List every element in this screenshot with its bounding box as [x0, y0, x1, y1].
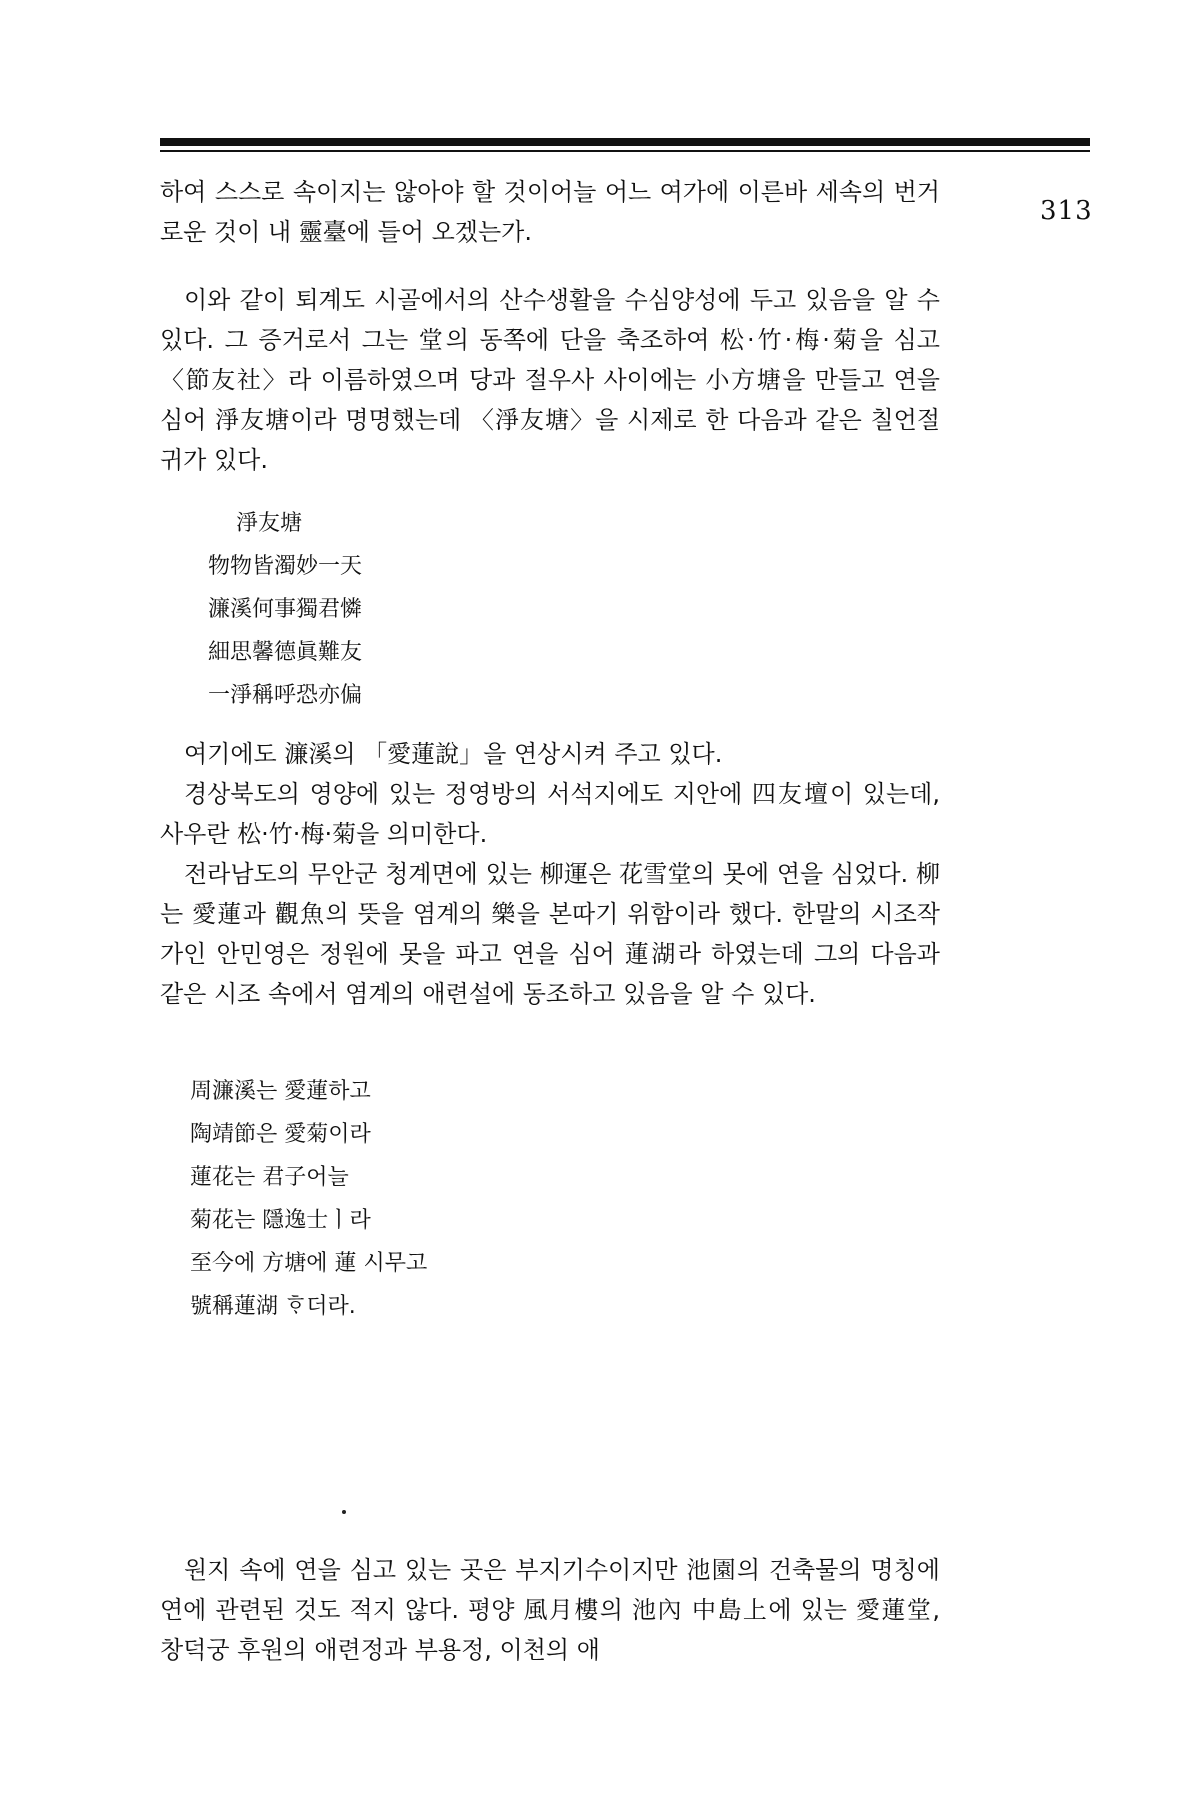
poem-jeongudang [208, 502, 362, 717]
paragraph-continuation: 하여 스스로 속이지는 않아야 할 것이어늘 어느 여가에 이른바 세속의 번거로운 것이 내 靈臺에 들어 오겠는가. [160, 178, 940, 246]
stray-dot [342, 1510, 346, 1514]
paragraph-seoseokji: 경상북도의 영양에 있는 정영방의 서석지에도 지안에 四友壇이 있는데, 사우란 松·竹·梅·菊을 의미한다. [160, 780, 940, 848]
page-number: 313 [1040, 196, 1093, 226]
poem-line: 菊花는 隱逸士ㅣ라 [190, 1208, 371, 1233]
poem-line: 物物皆濁妙一天 [208, 554, 363, 579]
poem-line: 周濂溪는 愛蓮하고 [190, 1079, 371, 1104]
paragraph-aeryeonseol: 여기에도 濂溪의 「愛蓮說」을 연상시켜 주고 있다. [184, 740, 723, 768]
poem-line: 陶靖節은 愛菊이라 [190, 1122, 371, 1147]
poem-line: 濂溪何事獨君憐 [208, 597, 363, 622]
poem-line: 細思馨德眞難友 [208, 640, 363, 665]
poem-sijo [190, 1070, 427, 1328]
paragraph-jiwon: 원지 속에 연을 심고 있는 곳은 부지기수이지만 池園의 건축물의 명칭에 연에 관련된 것도 적지 않다. 평양 風月樓의 池內 中島上에 있는 愛蓮堂, 창덕궁 후원의 애련정과 부용정, 이천의 애 [160, 1556, 940, 1664]
poem-title: 淨友塘 [236, 511, 303, 536]
poem-line: 一淨稱呼恐亦偏 [208, 683, 363, 708]
header-rule-thick [160, 138, 1090, 146]
poem-line: 號稱蓮湖 ᄒᆞ더라. [190, 1294, 356, 1319]
paragraph-toegye: 이와 같이 퇴계도 시골에서의 산수생활을 수심양성에 두고 있음을 알 수 있다. 그 증거로서 그는 堂의 동쪽에 단을 축조하여 松·竹·梅·菊을 심고 〈節友社〉라 이름하였으며 당과 절우사 사이에는 小方塘을 만들고 연을 심어 淨友塘이라 명명했는데 〈淨友塘〉을 시제로 한 다음과 같은 칠언절귀가 있다. [160, 286, 940, 474]
paragraph-yuun: 전라남도의 무안군 청계면에 있는 柳運은 花雪堂의 못에 연을 심었다. 柳는 愛蓮과 觀魚의 뜻을 염계의 樂을 본따기 위함이라 했다. 한말의 시조작가인 안민영은 정원에 못을 파고 연을 심어 蓮湖라 하였는데 그의 다음과 같은 시조 속에서 염계의 애련설에 동조하고 있음을 알 수 있다. [160, 860, 940, 1008]
header-rule-thin [160, 150, 1090, 152]
poem-line: 蓮花는 君子어늘 [190, 1165, 349, 1190]
poem-line: 至今에 方塘에 蓮 시무고 [190, 1251, 428, 1276]
